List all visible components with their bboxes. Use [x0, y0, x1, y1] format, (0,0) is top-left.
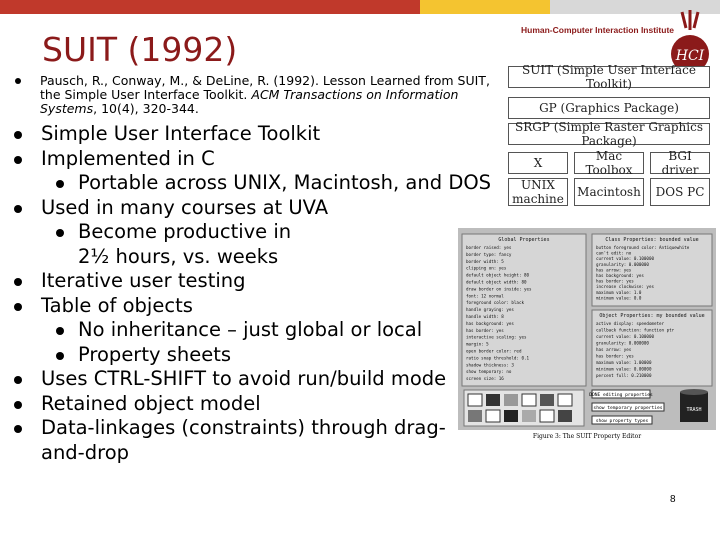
bullet-dot: [14, 131, 22, 139]
bullet-text: Used in many courses at UVA: [41, 195, 329, 219]
bullet-dot: [14, 425, 22, 433]
sub-bullet-item: [10, 318, 500, 343]
citation-authors: Pausch, R., Conway, M., & DeLine, R. (1992). Lesson Learned from SUIT, the Simple User Interface Toolkit.: [40, 73, 490, 102]
bullet-item: [10, 416, 481, 465]
property-line: minimum value: 0.00000: [596, 366, 652, 372]
sub-bullet-text: Become productive in 2½ hours, vs. weeks: [78, 220, 292, 268]
property-line: has background: yes: [596, 273, 644, 278]
class-properties-title: Class Properties: bounded value: [605, 237, 699, 243]
property-line: margin: 5: [466, 341, 489, 347]
property-line: can't edit: no: [596, 250, 632, 256]
trash-icon: [680, 389, 708, 422]
property-line: has border: yes: [466, 327, 504, 333]
property-line: border type: fancy: [466, 251, 512, 257]
bullet-text: Uses CTRL-SHIFT to avoid run/build mode: [41, 367, 447, 390]
palette-cell: [486, 410, 500, 422]
bullet-text: Data-linkages (constraints) through drag-and-drop: [41, 416, 446, 464]
bullet-item: [10, 392, 500, 417]
sub-bullet-dot: [56, 180, 64, 188]
bullet-item: [10, 122, 500, 147]
property-line: interactive scaling: yes: [466, 334, 527, 340]
palette-cell: [486, 394, 500, 406]
property-line: border width: 5: [466, 258, 504, 264]
bullet-item: [10, 294, 500, 319]
palette-cell: [468, 394, 482, 406]
suit-layer-box: SUIT (Simple User Interface Toolkit): [508, 66, 710, 88]
mac-toolbox-box: Mac Toolbox: [574, 152, 644, 174]
property-line: minimum value: 0.0: [596, 295, 642, 301]
bullet-item: [10, 147, 500, 172]
bullet-item: [10, 196, 500, 221]
sub-bullet-text: Portable across UNIX, Macintosh, and DOS: [78, 171, 492, 194]
bgi-driver-box: BGI driver: [650, 152, 710, 174]
property-line: screen size: 16: [466, 376, 504, 382]
property-line: has border: yes: [596, 278, 634, 284]
done-editing-label: DONE editing properties: [589, 393, 653, 398]
property-line: callback function: function ptr: [596, 327, 675, 333]
sub-bullet-item: [10, 343, 500, 368]
property-line: shadow thickness: 3: [466, 362, 514, 368]
institute-name: Human-Computer Interaction Institute: [521, 25, 675, 35]
property-line: border raised: yes: [466, 245, 512, 250]
bullet-dot: [14, 156, 22, 164]
property-line: default object width: 80: [466, 279, 527, 285]
property-line: open border color: red: [466, 348, 522, 354]
show-types-label: show property types: [595, 419, 649, 424]
bullet-dot: [14, 376, 22, 384]
bullet-item: [10, 367, 500, 392]
property-line: percent full: 0.210000: [596, 373, 652, 378]
property-line: handle width: 8: [466, 314, 504, 319]
bullet-text: Simple User Interface Toolkit: [41, 122, 321, 145]
top-color-bar: [0, 0, 720, 14]
palette-cell: [504, 394, 518, 406]
property-line: current value: 0.100000: [596, 334, 654, 339]
trash-label: TRASH: [686, 407, 702, 413]
palette-cell: [522, 410, 536, 422]
property-line: default object height: 80: [466, 272, 530, 278]
palette-cell: [540, 410, 554, 422]
dos-pc-box: DOS PC: [650, 178, 710, 206]
bullet-text: Implemented in C: [41, 146, 215, 170]
palette-cell: [540, 394, 554, 406]
global-properties-title: Global Properties: [498, 237, 550, 243]
citation-journal: ACM Transactions on Information Systems: [40, 87, 459, 116]
bullet-dot: [14, 401, 22, 409]
gp-layer-box: GP (Graphics Package): [508, 97, 710, 119]
object-properties-title: Object Properties: my bounded value: [599, 313, 705, 319]
page-number: 8: [670, 494, 676, 505]
property-line: maximum value: 1.00000: [596, 360, 652, 365]
property-line: button foreground color: Antiquewhite: [596, 245, 690, 250]
srgp-layer-box: SRGP (Simple Raster Graphics Package): [508, 123, 710, 145]
x-layer-box: X: [508, 152, 568, 174]
sub-bullet-dot: [56, 352, 64, 360]
property-line: increase clockwise: yes: [596, 284, 654, 290]
sub-bullet-text: Property sheets: [78, 342, 232, 366]
bullet-list: [10, 122, 500, 465]
citation-volume: , 10(4), 320-344.: [93, 101, 199, 116]
object-palette: [464, 390, 584, 426]
show-temporary-label: show temporary properties: [593, 406, 663, 411]
property-line: has arrow: yes: [596, 267, 632, 273]
figure-caption: Figure 3: The SUIT Property Editor: [532, 433, 642, 440]
bullet-dot: [14, 205, 22, 213]
unix-machine-box: UNIX machine: [508, 178, 568, 206]
property-line: font: 12 normal: [466, 293, 504, 299]
property-line: handle graying: yes: [466, 307, 514, 313]
bullet-item: [10, 269, 500, 294]
palette-cell: [522, 394, 536, 406]
property-line: has arrow: yes: [596, 347, 632, 352]
property-line: current value: 0.100000: [596, 256, 654, 262]
property-line: ratio snap threshold: 0.1: [466, 355, 530, 361]
bullet-text: Retained object model: [41, 391, 261, 415]
bullet-dot: [14, 303, 22, 311]
sub-bullet-dot: [56, 229, 64, 237]
property-line: foreground color: black: [466, 300, 524, 306]
property-line: maximum value: 1.0: [596, 289, 642, 295]
slide-title: SUIT (1992): [42, 30, 238, 69]
bullet-dot: [14, 278, 22, 286]
palette-cell: [558, 410, 572, 422]
property-line: has border: yes: [596, 353, 634, 359]
property-line: active display: speedometer: [596, 321, 665, 326]
top-bar-yellow-segment: [420, 0, 550, 14]
property-line: granularity: 0.000000: [596, 261, 649, 267]
property-line: show temporary: no: [466, 369, 512, 375]
sub-bullet-text: No inheritance – just global or local: [78, 318, 423, 341]
citation: [15, 74, 495, 116]
property-line: granularity: 0.000000: [596, 340, 649, 346]
citation-bullet: [15, 78, 21, 84]
property-editor-figure: [458, 228, 716, 442]
sub-bullet-item: [10, 220, 308, 269]
sub-bullet-item: [10, 171, 500, 196]
bullet-text: Table of objects: [41, 293, 193, 317]
top-bar-red-segment: [0, 0, 420, 14]
sub-bullet-dot: [56, 327, 64, 335]
property-line: has background: yes: [466, 320, 514, 326]
palette-cell: [558, 394, 572, 406]
bullet-text: Iterative user testing: [41, 269, 246, 292]
property-line: clipping on: yes: [466, 265, 507, 271]
palette-cell: [468, 410, 482, 422]
palette-cell: [504, 410, 518, 422]
svg-text:HCI: HCI: [675, 48, 705, 64]
property-line: draw border on inside: yes: [466, 286, 532, 292]
macintosh-box: Macintosh: [574, 178, 644, 206]
